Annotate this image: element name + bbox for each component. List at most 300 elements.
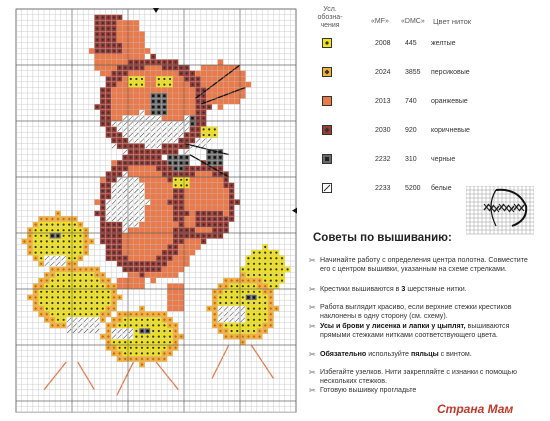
stitch-cell-orange [178,93,184,99]
stitch-cell-orange [122,250,128,256]
stitch-cell-orange [145,76,151,82]
stitch-cell-orange [134,71,140,77]
stitch-cell-orange [134,244,140,250]
legend-color-name: белые [431,185,452,192]
stitch-cell-orange [145,110,151,116]
stitch-cell-orange [190,99,196,105]
stitch-cell-orange [212,177,218,183]
stitch-cell-orange [218,71,224,77]
stitch-cell-orange [128,104,134,110]
legend-dmc-code: 920 [405,127,417,134]
stitch-cell-orange [122,54,128,60]
stitch-cell-orange [156,199,162,205]
stitch-cell-orange [150,233,156,239]
legend-mf-code: 2013 [375,98,391,105]
stitch-cell-orange [201,227,207,233]
stitch-cell-orange [178,104,184,110]
stitch-cell-orange [218,177,224,183]
stitch-cell-orange [145,272,151,278]
legend-row [313,95,543,109]
cross-stitch-pattern-grid [15,8,297,416]
stitch-cell-orange [150,250,156,256]
stitch-cell-orange [145,166,151,172]
stitch-cell-orange [173,110,179,116]
stitch-cell-orange [150,166,156,172]
stitch-cell-orange [206,194,212,200]
stitch-cell-orange [162,194,168,200]
stitch-cell-orange [162,183,168,189]
stitch-cell-orange [150,205,156,211]
stitch-cell-orange [100,177,106,183]
stitch-cell-orange [173,222,179,228]
stitch-cell-orange [128,43,134,49]
stitch-cell-orange [150,255,156,261]
stitch-cell-orange [128,93,134,99]
stitch-cell-orange [111,87,117,93]
tip-item [309,368,532,386]
stitch-cell-orange [184,261,190,267]
stitch-cell-orange [139,43,145,49]
stitch-cell-orange [206,227,212,233]
stitch-cell-orange [134,48,140,54]
stitch-cell-orange [218,199,224,205]
stitch-cell-orange [184,255,190,261]
tip-text: Начинайте работу с определения центра полотна. Совместите его с центром вышивки, указанным на схеме стрелками. [320,256,528,274]
stitch-cell-orange [139,87,145,93]
stitch-cell-orange [218,87,224,93]
stitch-cell-orange [145,244,151,250]
stitch-cell-orange [145,82,151,88]
stitch-cell-orange [206,71,212,77]
stitch-cell-orange [134,93,140,99]
stitch-cell-orange [167,272,173,278]
stitch-cell-orange [117,87,123,93]
peach-diamond-icon [322,67,332,77]
stitch-cell-orange [134,272,140,278]
stitch-cell-orange [184,244,190,250]
stitch-cell-orange [178,300,184,306]
stitch-cell-orange [128,171,134,177]
stitch-cell-orange [134,99,140,105]
stitch-cell-orange [218,194,224,200]
stitch-cell-orange [128,278,134,284]
stitch-cell-orange [122,104,128,110]
stitch-cell-orange [218,65,224,71]
stitch-cell-orange [111,115,117,121]
stitch-cell-orange [145,255,151,261]
stitch-cell-orange [111,104,117,110]
stitch-cell-orange [156,183,162,189]
stitch-cell-orange [122,278,128,284]
stitch-cell-orange [190,205,196,211]
stitch-cell-orange [111,160,117,166]
legend-color-name: оранжевые [431,98,468,105]
stitch-cell-orange [173,306,179,312]
stitch-cell-orange [139,104,145,110]
stitch-cell-orange [128,71,134,77]
tip-text: шерстяные нитки. [405,285,467,293]
stitch-cell-orange [128,20,134,26]
legend-header-color: Цвет ниток [433,17,472,26]
stitch-cell-orange [190,183,196,189]
stitch-cell-orange [139,283,145,289]
stitch-cell-orange [94,65,100,71]
stitch-cell-orange [162,211,168,217]
stitch-cell-orange [173,289,179,295]
stitch-cell-orange [240,82,246,88]
stitch-cell-orange [218,82,224,88]
stitch-cell-orange [178,306,184,312]
stitch-cell-orange [173,87,179,93]
stitch-cell-orange [128,233,134,239]
legend-header-symbols: Усл. обозна-чения [317,6,343,29]
stitch-cell-orange [145,250,151,256]
yellow-dot-icon [322,38,332,48]
stitch-cell-orange [122,43,128,49]
stitch-cell-orange [139,171,145,177]
stitch-cell-orange [173,261,179,267]
stitch-cell-orange [190,239,196,245]
stitch-cell-orange [167,300,173,306]
tip-text: с винтом. [438,350,472,358]
stitch-cell-orange [178,76,184,82]
site-watermark: Страна Мам [437,402,514,416]
legend-mf-code: 2233 [375,185,391,192]
stitch-cell-orange [218,183,224,189]
stitch-cell-orange [156,65,162,71]
stitch-cell-orange [173,255,179,261]
scissors-bullet-icon: ✂ [309,285,316,294]
stitch-cell-orange [190,211,196,217]
stitch-cell-orange [150,171,156,177]
stitch-cell-orange [240,71,246,77]
stitch-cell-orange [223,205,229,211]
stitch-cell-orange [184,199,190,205]
stitch-cell-orange [184,222,190,228]
stitch-cell-orange [150,216,156,222]
stitch-cell-orange [139,37,145,43]
stitch-cell-orange [156,233,162,239]
stitch-cell-orange [122,20,128,26]
stitch-cell-orange [145,177,151,183]
stitch-cell-orange [184,93,190,99]
stitch-cell-orange [117,31,123,37]
stitch-cell-orange [156,177,162,183]
legend-mf-code: 2024 [375,69,391,76]
stitch-cell-orange [195,239,201,245]
stitch-cell-orange [145,99,151,105]
stitch-cell-orange [162,71,168,77]
stitch-cell-orange [139,166,145,172]
stitch-cell-orange [128,227,134,233]
stitch-cell-orange [128,272,134,278]
stitch-cell-orange [156,205,162,211]
stitch-cell-orange [195,194,201,200]
stitch-cell-orange [201,82,207,88]
stitch-cell-orange [139,31,145,37]
stitch-cell-orange [184,82,190,88]
stitch-cell-orange [178,255,184,261]
stitch-cell-orange [178,244,184,250]
stitch-cell-orange [139,255,145,261]
stitch-cell-orange [173,104,179,110]
tip-text: Избегайте узелков. Нити закрепляйте с изнанки с помощью нескольких стежков. [320,368,517,386]
stitch-cell-orange [139,239,145,245]
stitch-cell-orange [128,166,134,172]
stitch-cell-orange [234,76,240,82]
stitch-cell-orange [167,227,173,233]
stitch-cell-orange [134,31,140,37]
legend-header-mf: «MF» [371,18,389,25]
stitch-cell-orange [201,183,207,189]
stitch-cell-orange [145,233,151,239]
stitch-cell-orange [117,104,123,110]
stitch-cell-orange [156,250,162,256]
legend-row [313,37,543,51]
stitch-cell-orange [206,76,212,82]
stitch-cell-orange [145,188,151,194]
stitch-cell-orange [134,54,140,60]
stitch-cell-orange [106,54,112,60]
stitch-cell-orange [234,99,240,105]
stitch-cell-orange [156,272,162,278]
stitch-cell-orange [100,54,106,60]
stitch-cell-orange [190,110,196,116]
stitch-cell-orange [117,115,123,121]
stitch-cell-orange [167,233,173,239]
stitch-cell-orange [167,216,173,222]
stitch-cell-orange [139,244,145,250]
stitch-cell-orange [134,20,140,26]
stitch-cell-orange [162,222,168,228]
stitch-cell-orange [134,239,140,245]
stitch-cell-orange [150,87,156,93]
tip-bold-text: 3 [401,285,406,293]
stitch-cell-orange [134,26,140,32]
stitch-cell-orange [145,194,151,200]
stitch-cell-orange [178,295,184,301]
stitch-cell-orange [150,177,156,183]
tip-text: Готовую вышивку прогладьте [320,386,417,394]
stitch-illustration [466,186,534,236]
stitch-cell-orange [89,48,95,54]
legend-mf-code: 2030 [375,127,391,134]
stitch-cell-orange [206,65,212,71]
stitch-cell-orange [156,194,162,200]
stitch-cell-orange [190,93,196,99]
stitch-cell-orange [201,65,207,71]
tip-text: вышиваются прямыми стежками нитками соответствующего цвета. [320,322,510,340]
stitch-cell-orange [139,227,145,233]
stitch-cell-orange [167,222,173,228]
stitch-cell-orange [223,99,229,105]
legend-dmc-code: 5200 [405,185,421,192]
stitch-cell-orange [94,199,100,205]
stitch-cell-orange [150,76,156,82]
stitch-cell-orange [201,199,207,205]
tip-item [309,303,532,321]
stitch-cell-orange [156,222,162,228]
stitch-cell-orange [173,300,179,306]
stitch-cell-orange [167,183,173,189]
stitch-cell-orange [139,233,145,239]
stitch-cell-orange [128,99,134,105]
stitch-cell-orange [122,37,128,43]
stitch-cell-orange [195,205,201,211]
tip-bold-text: Усы и брови у лисенка и лапки у цыплят, [320,322,466,330]
legend-row [313,66,543,80]
stitch-cell-orange [145,216,151,222]
stitch-cell-orange [134,110,140,116]
stitch-cell-orange [134,278,140,284]
stitch-cell-orange [122,233,128,239]
stitch-cell-orange [178,110,184,116]
stitch-cell-orange [122,76,128,82]
stitch-cell-orange [190,250,196,256]
stitch-cell-orange [145,239,151,245]
stitch-cell-orange [201,194,207,200]
stitch-cell-orange [195,227,201,233]
stitch-cell-orange [150,227,156,233]
stitch-cell-orange [134,87,140,93]
stitch-cell-orange [122,93,128,99]
stitch-cell-orange [212,199,218,205]
stitch-cell-orange [195,183,201,189]
stitch-cell-orange [173,272,179,278]
stitch-cell-orange [150,194,156,200]
stitch-cell-orange [218,104,224,110]
stitch-cell-orange [150,222,156,228]
stitch-cell-orange [117,99,123,105]
stitch-cell-orange [122,82,128,88]
scissors-bullet-icon: ✂ [309,368,316,377]
tip-text: Работа выглядит красиво, если верхние стежки крестиков наклонены в одну сторону (см. схему). [320,303,512,321]
stitch-cell-orange [117,93,123,99]
stitch-cell-orange [139,48,145,54]
legend-dmc-code: 3855 [405,69,421,76]
stitch-cell-orange [184,239,190,245]
stitch-cell-orange [240,93,246,99]
stitch-cell-orange [122,31,128,37]
legend-dmc-code: 445 [405,40,417,47]
stitch-cell-orange [206,93,212,99]
stitch-cell-orange [139,54,145,60]
stitch-cell-orange [234,71,240,77]
stitch-cell-orange [106,59,112,65]
stitch-cell-orange [111,59,117,65]
stitch-cell-orange [139,99,145,105]
stitch-cell-orange [150,188,156,194]
stitch-cell-orange [162,199,168,205]
stitch-cell-orange [218,188,224,194]
stitch-cell-orange [145,211,151,217]
stitch-cell-orange [178,250,184,256]
stitch-cell-orange [128,26,134,32]
stitch-cell-orange [111,54,117,60]
stitch-cell-orange [162,272,168,278]
stitch-cell-orange [223,87,229,93]
legend-mf-code: 2008 [375,40,391,47]
stitch-cell-orange [212,205,218,211]
stitch-cell-orange [150,272,156,278]
stitch-cell-orange [134,166,140,172]
stitch-cell-orange [150,211,156,217]
stitch-cell-orange [145,227,151,233]
stitch-cell-orange [223,199,229,205]
stitch-cell-orange [162,205,168,211]
stitch-cell-orange [190,199,196,205]
stitch-cell-orange [162,188,168,194]
legend-header-dmc: «DMC» [401,18,425,25]
stitch-cell-orange [223,188,229,194]
stitch-cell-orange [178,267,184,273]
stitch-cell-orange [128,110,134,116]
stitch-cell-orange [218,59,224,65]
legend-color-name: коричневые [431,127,470,134]
stitch-cell-orange [184,216,190,222]
stitch-cell-orange [173,115,179,121]
stitch-cell-orange [162,244,168,250]
stitch-cell-orange [173,76,179,82]
tip-text: используйте [366,350,411,358]
stitch-cell-orange [184,110,190,116]
black-square-icon [322,154,332,164]
stitch-cell-orange [162,87,168,93]
stitch-cell-orange [150,244,156,250]
stitch-cell-orange [206,205,212,211]
stitch-cell-orange [117,82,123,88]
stitch-cell-orange [167,261,173,267]
stitch-cell-orange [173,82,179,88]
stitch-cell-orange [139,222,145,228]
stitch-cell-orange [173,295,179,301]
tips-title: Советы по вышиванию: [313,232,452,244]
stitch-cell-orange [134,255,140,261]
stitch-cell-orange [206,183,212,189]
stitch-cell-orange [150,278,156,284]
stitch-cell-orange [218,99,224,105]
stitch-cell-orange [218,205,224,211]
stitch-cell-orange [195,188,201,194]
stitch-cell-orange [212,188,218,194]
stitch-cell-orange [150,183,156,189]
tip-item [309,386,532,395]
stitch-cell-orange [206,199,212,205]
stitch-cell-orange [173,93,179,99]
stitch-cell-orange [117,20,123,26]
stitch-cell-orange [128,239,134,245]
stitch-cell-orange [167,71,173,77]
stitch-cell-orange [223,194,229,200]
stitch-cell-orange [145,205,151,211]
legend-row [313,153,543,167]
stitch-cell-orange [212,87,218,93]
stitch-cell-orange [94,54,100,60]
stitch-cell-orange [156,239,162,245]
stitch-cell-orange [156,216,162,222]
stitch-cell-orange [184,87,190,93]
stitch-cell-orange [167,110,173,116]
stitch-cell-orange [206,171,212,177]
stitch-cell-orange [240,76,246,82]
stitch-cell-orange [117,59,123,65]
stitch-cell-orange [190,194,196,200]
stitch-cell-orange [195,71,201,77]
stitch-cell-orange [167,306,173,312]
stitch-cell-orange [201,171,207,177]
stitch-cell-orange [212,183,218,189]
tip-text: Крестики вышиваются в [320,285,402,293]
